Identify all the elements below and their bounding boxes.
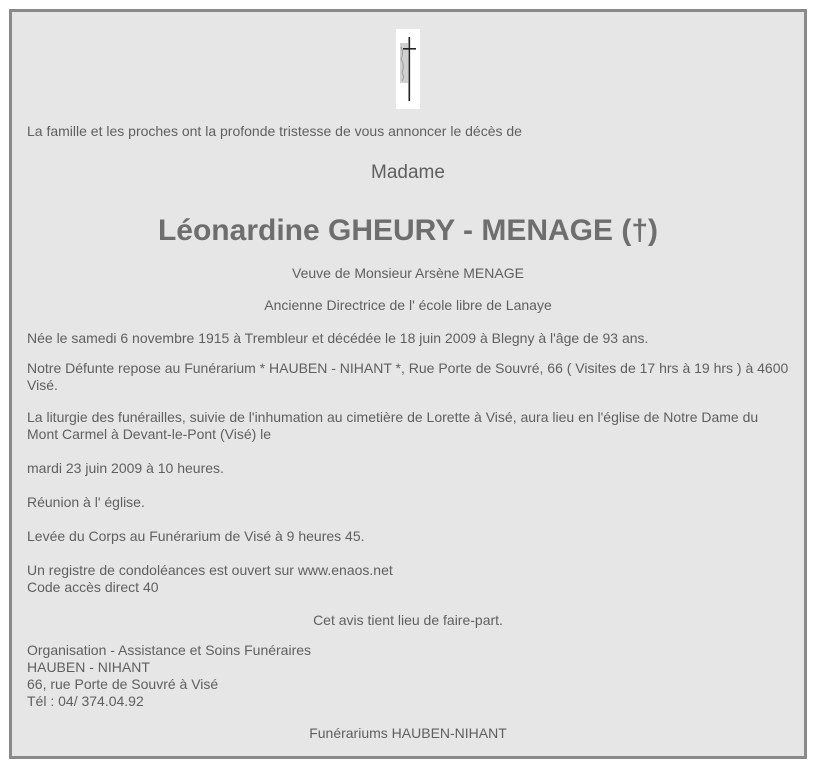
role-line: Ancienne Directrice de l' école libre de Lanaye (264, 297, 552, 313)
org-line-1: Organisation - Assistance et Soins Funéraires (27, 642, 312, 658)
intro-text: La famille et les proches ont la profonde tristesse de vous annoncer le décès de (27, 123, 522, 139)
rest-text: Notre Défunte repose au Funérarium * HAUBEN - NIHANT *, Rue Porte de Souvré, 66 ( Visites de 17 hrs à 19 hrs ) à 4600 Visé. (27, 360, 789, 393)
register-text: Un registre de condoléances est ouvert sur www.enaos.net (27, 562, 393, 578)
title-madame: Madame (371, 162, 445, 183)
birth-death-text: Née le samedi 6 novembre 1915 à Trembleur et décédée le 18 juin 2009 à Blegny à l'âge de 93 ans. (27, 330, 649, 346)
org-phone: Tél : 04/ 374.04.92 (27, 693, 144, 709)
faire-part-text: Cet avis tient lieu de faire-part. (313, 612, 503, 628)
meeting-text: Réunion à l' église. (27, 494, 145, 510)
access-code: Code accès direct 40 (27, 579, 159, 595)
footer-text: Funérariums HAUBEN-NIHANT (309, 725, 507, 741)
death-notice (9, 9, 807, 759)
cross-icon (396, 29, 420, 109)
liturgy-text: La liturgie des funérailles, suivie de l'inhumation au cimetière de Lorette à Visé, aura lieu en l'église de Notre Dame du Mont Carmel à Devant-le-Pont (Visé) le (27, 409, 759, 442)
widow-line: Veuve de Monsieur Arsène MENAGE (292, 265, 524, 281)
lifting-text: Levée du Corps au Funérarium de Visé à 9 heures 45. (27, 528, 365, 544)
funeral-date: mardi 23 juin 2009 à 10 heures. (27, 460, 224, 476)
org-line-3: 66, rue Porte de Souvré à Visé (27, 676, 219, 692)
deceased-name: Léonardine GHEURY - MENAGE (†) (157, 214, 659, 247)
org-line-2: HAUBEN - NIHANT (27, 659, 150, 675)
